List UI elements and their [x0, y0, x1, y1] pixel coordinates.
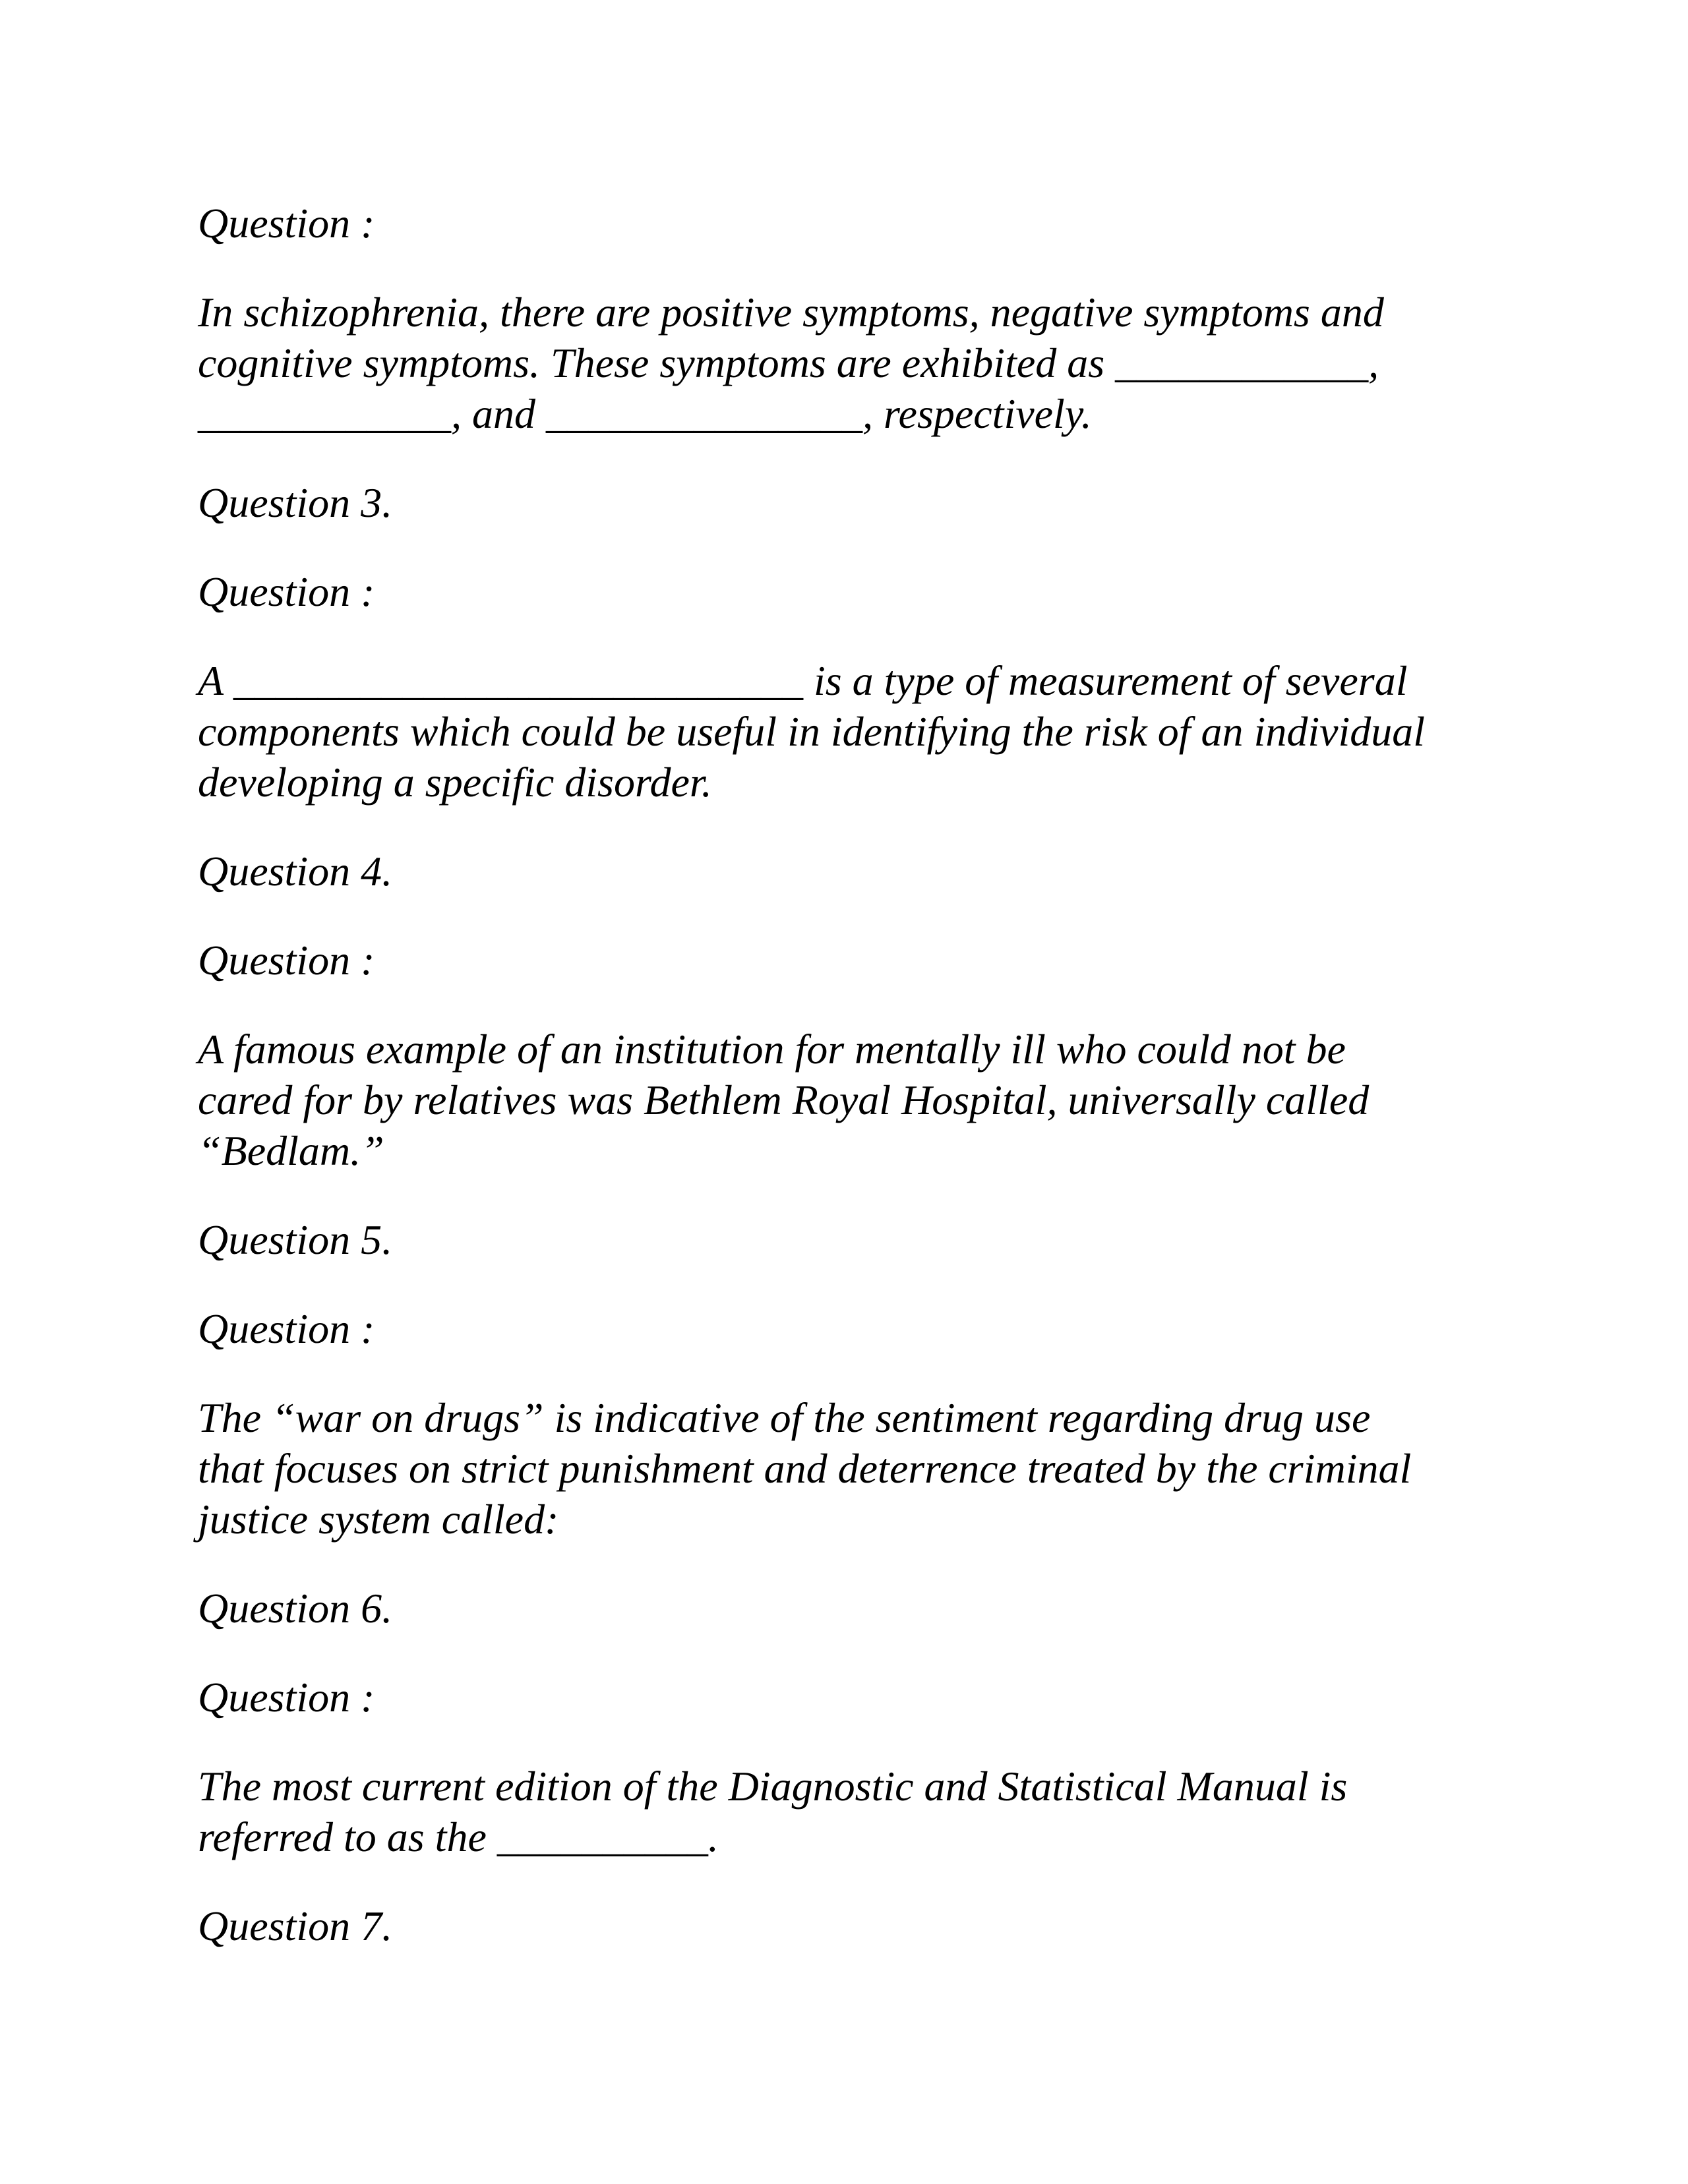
question-heading: Question :: [198, 200, 375, 247]
question-heading: Question :: [198, 937, 375, 984]
text-line: A ___________________________ is a type of measurement of several: [198, 657, 1408, 704]
text-line: In schizophrenia, there are positive symptoms, negative symptoms and: [198, 289, 1384, 336]
question-heading: Question :: [198, 1674, 375, 1721]
text-line: “Bedlam.”: [198, 1127, 384, 1174]
text-line: components which could be useful in identifying the risk of an individual: [198, 708, 1426, 755]
question-heading: Question :: [198, 1305, 375, 1352]
question-text-schizophrenia: [198, 287, 1517, 439]
question-text-measurement: [198, 655, 1517, 808]
question-text-war-on-drugs: [198, 1392, 1517, 1545]
document-content: [198, 198, 1517, 1990]
text-line: The “war on drugs” is indicative of the sentiment regarding drug use: [198, 1394, 1371, 1441]
question-number-heading: Question 4.: [198, 848, 393, 895]
text-line: justice system called:: [198, 1496, 559, 1543]
question-number-heading: Question 3.: [198, 479, 393, 526]
text-line: ____________, and _______________, respectively.: [198, 390, 1092, 437]
question-number-heading: Question 7.: [198, 1903, 393, 1949]
text-line: developing a specific disorder.: [198, 759, 712, 806]
text-line: The most current edition of the Diagnostic and Statistical Manual is: [198, 1763, 1348, 1810]
question-text-bedlam: [198, 1024, 1517, 1176]
question-text-dsm: [198, 1761, 1517, 1862]
text-line: referred to as the __________.: [198, 1814, 719, 1860]
question-heading: Question :: [198, 568, 375, 615]
question-number-heading: Question 5.: [198, 1216, 393, 1263]
text-line: that focuses on strict punishment and deterrence treated by the criminal: [198, 1445, 1412, 1492]
text-line: A famous example of an institution for mentally ill who could not be: [198, 1026, 1346, 1073]
text-line: cognitive symptoms. These symptoms are exhibited as ____________,: [198, 339, 1379, 386]
text-line: cared for by relatives was Bethlem Royal Hospital, universally called: [198, 1077, 1370, 1123]
question-number-heading: Question 6.: [198, 1585, 393, 1632]
